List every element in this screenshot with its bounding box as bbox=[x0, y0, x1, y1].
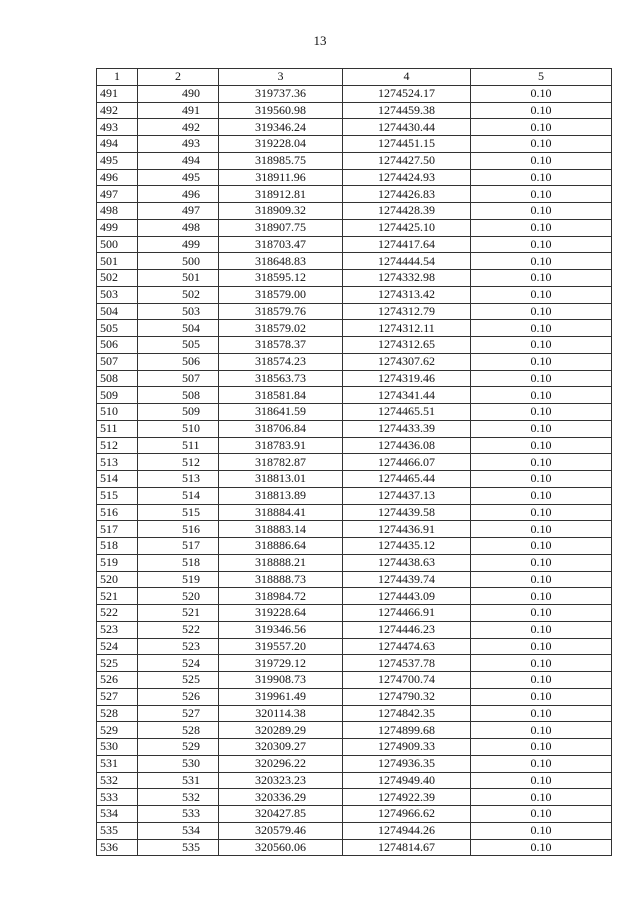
prev-point-number-cell: 532 bbox=[138, 789, 219, 806]
coordinate-y-cell: 1274428.39 bbox=[343, 203, 471, 220]
accuracy-value-cell: 0.10 bbox=[471, 303, 612, 320]
prev-point-number-cell: 524 bbox=[138, 655, 219, 672]
coordinate-y-cell: 1274433.39 bbox=[343, 420, 471, 437]
prev-point-number-cell: 505 bbox=[138, 337, 219, 354]
point-number-cell: 503 bbox=[97, 286, 138, 303]
table-row bbox=[97, 471, 612, 488]
accuracy-value-cell: 0.10 bbox=[471, 672, 612, 689]
accuracy-value-cell: 0.10 bbox=[471, 169, 612, 186]
point-number-cell: 493 bbox=[97, 119, 138, 136]
coordinate-y-cell: 1274436.08 bbox=[343, 437, 471, 454]
accuracy-value-cell: 0.10 bbox=[471, 286, 612, 303]
coordinate-y-cell: 1274465.44 bbox=[343, 471, 471, 488]
accuracy-value-cell: 0.10 bbox=[471, 471, 612, 488]
point-number-cell: 514 bbox=[97, 471, 138, 488]
coordinate-y-cell: 1274426.83 bbox=[343, 186, 471, 203]
accuracy-value-cell: 0.10 bbox=[471, 136, 612, 153]
accuracy-value-cell: 0.10 bbox=[471, 538, 612, 555]
coordinate-x-cell: 320309.27 bbox=[219, 739, 343, 756]
point-number-cell: 522 bbox=[97, 605, 138, 622]
prev-point-number-cell: 498 bbox=[138, 219, 219, 236]
coordinate-x-cell: 320323.23 bbox=[219, 772, 343, 789]
coordinate-x-cell: 318579.00 bbox=[219, 286, 343, 303]
coordinate-y-cell: 1274700.74 bbox=[343, 672, 471, 689]
coordinate-y-cell: 1274313.42 bbox=[343, 286, 471, 303]
point-number-cell: 520 bbox=[97, 571, 138, 588]
coordinate-x-cell: 319557.20 bbox=[219, 638, 343, 655]
accuracy-value-cell: 0.10 bbox=[471, 605, 612, 622]
accuracy-value-cell: 0.10 bbox=[471, 839, 612, 856]
prev-point-number-cell: 503 bbox=[138, 303, 219, 320]
point-number-cell: 499 bbox=[97, 219, 138, 236]
point-number-cell: 515 bbox=[97, 487, 138, 504]
prev-point-number-cell: 504 bbox=[138, 320, 219, 337]
table-row bbox=[97, 102, 612, 119]
prev-point-number-cell: 521 bbox=[138, 605, 219, 622]
accuracy-value-cell: 0.10 bbox=[471, 739, 612, 756]
coordinate-x-cell: 318883.14 bbox=[219, 521, 343, 538]
accuracy-value-cell: 0.10 bbox=[471, 337, 612, 354]
coordinate-y-cell: 1274474.63 bbox=[343, 638, 471, 655]
table-row bbox=[97, 822, 612, 839]
coordinate-x-cell: 319961.49 bbox=[219, 688, 343, 705]
coordinate-y-cell: 1274427.50 bbox=[343, 152, 471, 169]
table-row bbox=[97, 320, 612, 337]
accuracy-value-cell: 0.10 bbox=[471, 102, 612, 119]
table-row bbox=[97, 303, 612, 320]
coordinate-y-cell: 1274465.51 bbox=[343, 404, 471, 421]
accuracy-value-cell: 0.10 bbox=[471, 203, 612, 220]
table-row bbox=[97, 404, 612, 421]
prev-point-number-cell: 510 bbox=[138, 420, 219, 437]
accuracy-value-cell: 0.10 bbox=[471, 571, 612, 588]
coordinate-x-cell: 319560.98 bbox=[219, 102, 343, 119]
point-number-cell: 500 bbox=[97, 236, 138, 253]
coordinate-y-cell: 1274922.39 bbox=[343, 789, 471, 806]
accuracy-value-cell: 0.10 bbox=[471, 186, 612, 203]
point-number-cell: 510 bbox=[97, 404, 138, 421]
coordinate-x-cell: 320296.22 bbox=[219, 755, 343, 772]
table-row bbox=[97, 605, 612, 622]
accuracy-value-cell: 0.10 bbox=[471, 437, 612, 454]
coordinate-x-cell: 318579.02 bbox=[219, 320, 343, 337]
accuracy-value-cell: 0.10 bbox=[471, 270, 612, 287]
point-number-cell: 497 bbox=[97, 186, 138, 203]
prev-point-number-cell: 501 bbox=[138, 270, 219, 287]
coordinate-x-cell: 318563.73 bbox=[219, 370, 343, 387]
page-number: 13 bbox=[313, 33, 327, 48]
accuracy-value-cell: 0.10 bbox=[471, 521, 612, 538]
coordinate-x-cell: 318985.75 bbox=[219, 152, 343, 169]
prev-point-number-cell: 531 bbox=[138, 772, 219, 789]
prev-point-number-cell: 515 bbox=[138, 504, 219, 521]
table-row bbox=[97, 755, 612, 772]
point-number-cell: 512 bbox=[97, 437, 138, 454]
coordinate-x-cell: 318706.84 bbox=[219, 420, 343, 437]
prev-point-number-cell: 507 bbox=[138, 370, 219, 387]
coordinate-y-cell: 1274439.74 bbox=[343, 571, 471, 588]
accuracy-value-cell: 0.10 bbox=[471, 722, 612, 739]
coordinate-y-cell: 1274909.33 bbox=[343, 739, 471, 756]
prev-point-number-cell: 491 bbox=[138, 102, 219, 119]
point-number-cell: 494 bbox=[97, 136, 138, 153]
table-body bbox=[97, 85, 612, 856]
prev-point-number-cell: 518 bbox=[138, 554, 219, 571]
prev-point-number-cell: 496 bbox=[138, 186, 219, 203]
accuracy-value-cell: 0.10 bbox=[471, 387, 612, 404]
accuracy-value-cell: 0.10 bbox=[471, 554, 612, 571]
point-number-cell: 527 bbox=[97, 688, 138, 705]
point-number-cell: 511 bbox=[97, 420, 138, 437]
accuracy-value-cell: 0.10 bbox=[471, 789, 612, 806]
prev-point-number-cell: 526 bbox=[138, 688, 219, 705]
column-header: 3 bbox=[219, 69, 343, 86]
coordinate-y-cell: 1274466.91 bbox=[343, 605, 471, 622]
table-row bbox=[97, 186, 612, 203]
accuracy-value-cell: 0.10 bbox=[471, 85, 612, 102]
coordinate-y-cell: 1274424.93 bbox=[343, 169, 471, 186]
point-number-cell: 502 bbox=[97, 270, 138, 287]
coordinate-x-cell: 318782.87 bbox=[219, 454, 343, 471]
coordinate-y-cell: 1274307.62 bbox=[343, 353, 471, 370]
point-number-cell: 518 bbox=[97, 538, 138, 555]
prev-point-number-cell: 534 bbox=[138, 822, 219, 839]
prev-point-number-cell: 495 bbox=[138, 169, 219, 186]
prev-point-number-cell: 497 bbox=[138, 203, 219, 220]
coordinate-y-cell: 1274332.98 bbox=[343, 270, 471, 287]
prev-point-number-cell: 529 bbox=[138, 739, 219, 756]
table-row bbox=[97, 789, 612, 806]
prev-point-number-cell: 528 bbox=[138, 722, 219, 739]
accuracy-value-cell: 0.10 bbox=[471, 353, 612, 370]
coordinate-y-cell: 1274966.62 bbox=[343, 806, 471, 823]
prev-point-number-cell: 493 bbox=[138, 136, 219, 153]
accuracy-value-cell: 0.10 bbox=[471, 588, 612, 605]
point-number-cell: 528 bbox=[97, 705, 138, 722]
prev-point-number-cell: 527 bbox=[138, 705, 219, 722]
accuracy-value-cell: 0.10 bbox=[471, 772, 612, 789]
coordinate-x-cell: 319908.73 bbox=[219, 672, 343, 689]
coordinate-x-cell: 318813.89 bbox=[219, 487, 343, 504]
table-row bbox=[97, 571, 612, 588]
point-number-cell: 495 bbox=[97, 152, 138, 169]
accuracy-value-cell: 0.10 bbox=[471, 404, 612, 421]
table-row bbox=[97, 705, 612, 722]
coordinate-y-cell: 1274425.10 bbox=[343, 219, 471, 236]
prev-point-number-cell: 520 bbox=[138, 588, 219, 605]
accuracy-value-cell: 0.10 bbox=[471, 119, 612, 136]
accuracy-value-cell: 0.10 bbox=[471, 688, 612, 705]
prev-point-number-cell: 533 bbox=[138, 806, 219, 823]
coordinate-x-cell: 318888.73 bbox=[219, 571, 343, 588]
coordinate-x-cell: 320289.29 bbox=[219, 722, 343, 739]
table-row bbox=[97, 437, 612, 454]
coordinate-x-cell: 319228.64 bbox=[219, 605, 343, 622]
coordinate-x-cell: 319346.56 bbox=[219, 621, 343, 638]
table-row bbox=[97, 554, 612, 571]
point-number-cell: 536 bbox=[97, 839, 138, 856]
coordinate-x-cell: 318888.21 bbox=[219, 554, 343, 571]
coordinate-y-cell: 1274430.44 bbox=[343, 119, 471, 136]
prev-point-number-cell: 511 bbox=[138, 437, 219, 454]
table-row bbox=[97, 136, 612, 153]
accuracy-value-cell: 0.10 bbox=[471, 621, 612, 638]
table-row bbox=[97, 387, 612, 404]
point-number-cell: 533 bbox=[97, 789, 138, 806]
coordinate-y-cell: 1274444.54 bbox=[343, 253, 471, 270]
table-row bbox=[97, 538, 612, 555]
point-number-cell: 508 bbox=[97, 370, 138, 387]
accuracy-value-cell: 0.10 bbox=[471, 705, 612, 722]
coordinate-y-cell: 1274936.35 bbox=[343, 755, 471, 772]
column-header: 5 bbox=[471, 69, 612, 86]
table-row bbox=[97, 772, 612, 789]
point-number-cell: 530 bbox=[97, 739, 138, 756]
table-row bbox=[97, 152, 612, 169]
table-row bbox=[97, 420, 612, 437]
point-number-cell: 519 bbox=[97, 554, 138, 571]
coordinate-y-cell: 1274451.15 bbox=[343, 136, 471, 153]
accuracy-value-cell: 0.10 bbox=[471, 822, 612, 839]
point-number-cell: 513 bbox=[97, 454, 138, 471]
table-row bbox=[97, 638, 612, 655]
coordinate-x-cell: 318648.83 bbox=[219, 253, 343, 270]
coordinate-x-cell: 318641.59 bbox=[219, 404, 343, 421]
table-row bbox=[97, 806, 612, 823]
table-row bbox=[97, 672, 612, 689]
point-number-cell: 506 bbox=[97, 337, 138, 354]
coordinates-table bbox=[96, 68, 612, 856]
point-number-cell: 535 bbox=[97, 822, 138, 839]
prev-point-number-cell: 523 bbox=[138, 638, 219, 655]
table-row bbox=[97, 839, 612, 856]
coordinate-y-cell: 1274435.12 bbox=[343, 538, 471, 555]
coordinate-y-cell: 1274437.13 bbox=[343, 487, 471, 504]
point-number-cell: 492 bbox=[97, 102, 138, 119]
table-row bbox=[97, 688, 612, 705]
prev-point-number-cell: 506 bbox=[138, 353, 219, 370]
coordinate-x-cell: 320427.85 bbox=[219, 806, 343, 823]
table-row bbox=[97, 454, 612, 471]
table-row bbox=[97, 119, 612, 136]
prev-point-number-cell: 509 bbox=[138, 404, 219, 421]
prev-point-number-cell: 516 bbox=[138, 521, 219, 538]
coordinate-y-cell: 1274466.07 bbox=[343, 454, 471, 471]
coordinate-x-cell: 318912.81 bbox=[219, 186, 343, 203]
coordinate-y-cell: 1274443.09 bbox=[343, 588, 471, 605]
prev-point-number-cell: 500 bbox=[138, 253, 219, 270]
point-number-cell: 517 bbox=[97, 521, 138, 538]
coordinate-x-cell: 318595.12 bbox=[219, 270, 343, 287]
table-row bbox=[97, 588, 612, 605]
table-row bbox=[97, 370, 612, 387]
coordinate-x-cell: 318884.41 bbox=[219, 504, 343, 521]
coordinate-x-cell: 320336.29 bbox=[219, 789, 343, 806]
point-number-cell: 526 bbox=[97, 672, 138, 689]
point-number-cell: 523 bbox=[97, 621, 138, 638]
accuracy-value-cell: 0.10 bbox=[471, 320, 612, 337]
coordinate-x-cell: 318783.91 bbox=[219, 437, 343, 454]
accuracy-value-cell: 0.10 bbox=[471, 454, 612, 471]
point-number-cell: 532 bbox=[97, 772, 138, 789]
prev-point-number-cell: 508 bbox=[138, 387, 219, 404]
coordinate-x-cell: 318911.96 bbox=[219, 169, 343, 186]
coordinate-x-cell: 319228.04 bbox=[219, 136, 343, 153]
table-row bbox=[97, 739, 612, 756]
point-number-cell: 525 bbox=[97, 655, 138, 672]
prev-point-number-cell: 513 bbox=[138, 471, 219, 488]
coordinate-x-cell: 318574.23 bbox=[219, 353, 343, 370]
coordinate-y-cell: 1274790.32 bbox=[343, 688, 471, 705]
point-number-cell: 531 bbox=[97, 755, 138, 772]
prev-point-number-cell: 494 bbox=[138, 152, 219, 169]
point-number-cell: 491 bbox=[97, 85, 138, 102]
prev-point-number-cell: 525 bbox=[138, 672, 219, 689]
table-row bbox=[97, 722, 612, 739]
prev-point-number-cell: 522 bbox=[138, 621, 219, 638]
coordinate-x-cell: 320560.06 bbox=[219, 839, 343, 856]
coordinate-x-cell: 320579.46 bbox=[219, 822, 343, 839]
prev-point-number-cell: 502 bbox=[138, 286, 219, 303]
table-row bbox=[97, 487, 612, 504]
prev-point-number-cell: 517 bbox=[138, 538, 219, 555]
accuracy-value-cell: 0.10 bbox=[471, 370, 612, 387]
coordinate-y-cell: 1274899.68 bbox=[343, 722, 471, 739]
coordinate-y-cell: 1274446.23 bbox=[343, 621, 471, 638]
coordinate-y-cell: 1274319.46 bbox=[343, 370, 471, 387]
column-header: 4 bbox=[343, 69, 471, 86]
coordinate-y-cell: 1274436.91 bbox=[343, 521, 471, 538]
coordinate-x-cell: 320114.38 bbox=[219, 705, 343, 722]
prev-point-number-cell: 514 bbox=[138, 487, 219, 504]
prev-point-number-cell: 519 bbox=[138, 571, 219, 588]
coordinate-y-cell: 1274949.40 bbox=[343, 772, 471, 789]
point-number-cell: 509 bbox=[97, 387, 138, 404]
point-number-cell: 501 bbox=[97, 253, 138, 270]
point-number-cell: 516 bbox=[97, 504, 138, 521]
coordinate-x-cell: 319737.36 bbox=[219, 85, 343, 102]
point-number-cell: 496 bbox=[97, 169, 138, 186]
coordinate-x-cell: 318813.01 bbox=[219, 471, 343, 488]
coordinate-y-cell: 1274417.64 bbox=[343, 236, 471, 253]
prev-point-number-cell: 512 bbox=[138, 454, 219, 471]
accuracy-value-cell: 0.10 bbox=[471, 487, 612, 504]
table-row bbox=[97, 203, 612, 220]
point-number-cell: 507 bbox=[97, 353, 138, 370]
accuracy-value-cell: 0.10 bbox=[471, 152, 612, 169]
coordinate-y-cell: 1274537.78 bbox=[343, 655, 471, 672]
point-number-cell: 498 bbox=[97, 203, 138, 220]
coordinate-x-cell: 318581.84 bbox=[219, 387, 343, 404]
coordinate-y-cell: 1274524.17 bbox=[343, 85, 471, 102]
coordinate-y-cell: 1274439.58 bbox=[343, 504, 471, 521]
coordinate-x-cell: 318579.76 bbox=[219, 303, 343, 320]
point-number-cell: 534 bbox=[97, 806, 138, 823]
coordinate-x-cell: 318578.37 bbox=[219, 337, 343, 354]
table-header-row bbox=[97, 69, 612, 86]
table-row bbox=[97, 286, 612, 303]
coordinate-y-cell: 1274438.63 bbox=[343, 554, 471, 571]
coordinate-y-cell: 1274842.35 bbox=[343, 705, 471, 722]
accuracy-value-cell: 0.10 bbox=[471, 219, 612, 236]
table-row bbox=[97, 621, 612, 638]
accuracy-value-cell: 0.10 bbox=[471, 420, 612, 437]
point-number-cell: 529 bbox=[97, 722, 138, 739]
table-row bbox=[97, 169, 612, 186]
accuracy-value-cell: 0.10 bbox=[471, 236, 612, 253]
coordinate-y-cell: 1274312.79 bbox=[343, 303, 471, 320]
point-number-cell: 524 bbox=[97, 638, 138, 655]
table-row bbox=[97, 521, 612, 538]
coordinate-y-cell: 1274944.26 bbox=[343, 822, 471, 839]
coordinate-x-cell: 319346.24 bbox=[219, 119, 343, 136]
coordinate-x-cell: 318886.64 bbox=[219, 538, 343, 555]
table-row bbox=[97, 236, 612, 253]
accuracy-value-cell: 0.10 bbox=[471, 504, 612, 521]
coordinate-x-cell: 318909.32 bbox=[219, 203, 343, 220]
accuracy-value-cell: 0.10 bbox=[471, 655, 612, 672]
table-row bbox=[97, 353, 612, 370]
table-row bbox=[97, 504, 612, 521]
prev-point-number-cell: 535 bbox=[138, 839, 219, 856]
coordinate-y-cell: 1274312.11 bbox=[343, 320, 471, 337]
prev-point-number-cell: 530 bbox=[138, 755, 219, 772]
coordinate-y-cell: 1274459.38 bbox=[343, 102, 471, 119]
accuracy-value-cell: 0.10 bbox=[471, 638, 612, 655]
table-row bbox=[97, 270, 612, 287]
accuracy-value-cell: 0.10 bbox=[471, 755, 612, 772]
coordinate-y-cell: 1274341.44 bbox=[343, 387, 471, 404]
coordinate-x-cell: 318703.47 bbox=[219, 236, 343, 253]
table-row bbox=[97, 655, 612, 672]
table-row bbox=[97, 253, 612, 270]
coordinate-x-cell: 319729.12 bbox=[219, 655, 343, 672]
prev-point-number-cell: 490 bbox=[138, 85, 219, 102]
prev-point-number-cell: 499 bbox=[138, 236, 219, 253]
coordinate-x-cell: 318984.72 bbox=[219, 588, 343, 605]
point-number-cell: 521 bbox=[97, 588, 138, 605]
table-row bbox=[97, 219, 612, 236]
point-number-cell: 505 bbox=[97, 320, 138, 337]
table-row bbox=[97, 85, 612, 102]
coordinate-y-cell: 1274312.65 bbox=[343, 337, 471, 354]
coordinate-y-cell: 1274814.67 bbox=[343, 839, 471, 856]
accuracy-value-cell: 0.10 bbox=[471, 253, 612, 270]
prev-point-number-cell: 492 bbox=[138, 119, 219, 136]
column-header: 1 bbox=[97, 69, 138, 86]
point-number-cell: 504 bbox=[97, 303, 138, 320]
coordinate-x-cell: 318907.75 bbox=[219, 219, 343, 236]
table-row bbox=[97, 337, 612, 354]
column-header: 2 bbox=[138, 69, 219, 86]
accuracy-value-cell: 0.10 bbox=[471, 806, 612, 823]
